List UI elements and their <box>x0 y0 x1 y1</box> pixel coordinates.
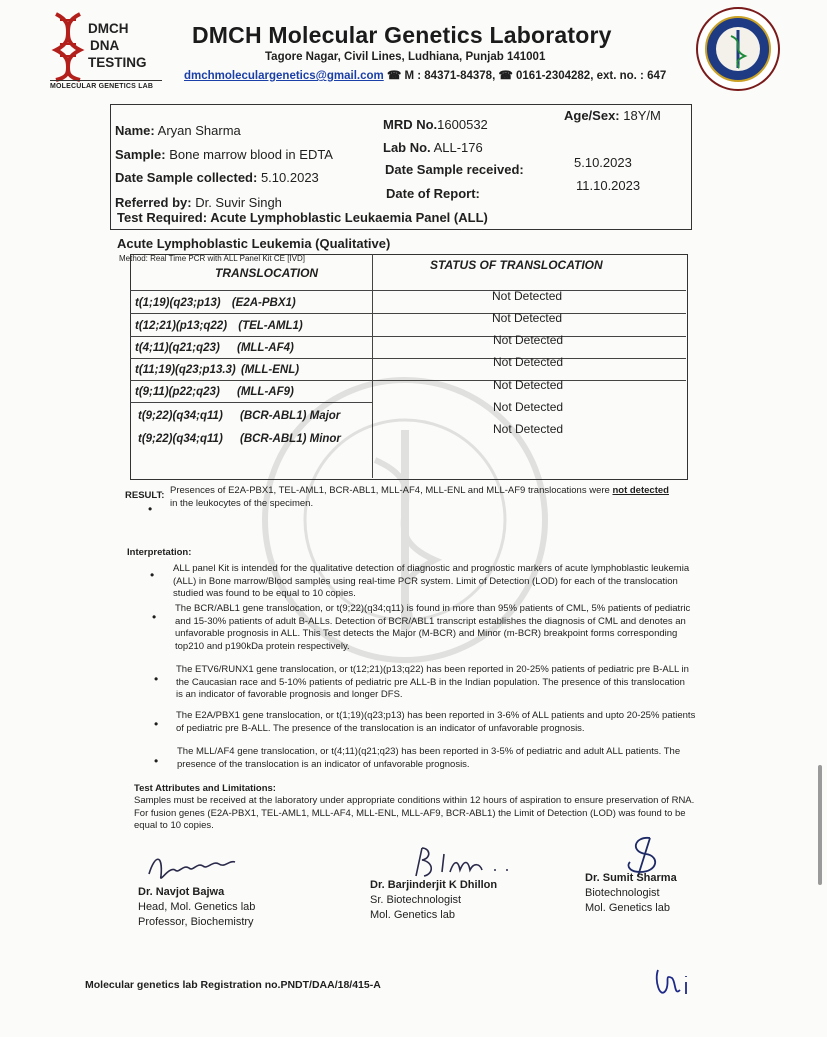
bullet-icon: • <box>154 672 159 686</box>
signatory-1: Dr. Navjot Bajwa Head, Mol. Genetics lab Professor, Biochemistry <box>138 886 256 928</box>
telephone-icon: ☎ <box>498 70 513 82</box>
lab-number: Lab No. ALL-176 <box>383 140 483 155</box>
limitations-text: Samples must be received at the laboratory under appropriate conditions within 12 hours of aspiration to ensure preservation of RNA. For fusion genes (E2A-PBX1, TEL-AML1, MLL-AF4, MLL-ENL, MLL-AF9, BCR-ABL1) the Limit of Detection (LOD) was found to be equal to 10 copies. <box>134 795 695 831</box>
table-row: t(4;11)(q21;q23) (MLL-AF4) <box>135 342 294 354</box>
status-cell: Not Detected <box>492 289 563 303</box>
lab-contact <box>184 68 666 82</box>
date-report: 11.10.2023 <box>576 178 641 193</box>
college-seal <box>695 6 781 92</box>
row-line <box>130 313 686 314</box>
signature-dhillon <box>410 842 520 882</box>
table-row: t(9;11)(p22;q23) (MLL-AF9) <box>135 386 294 398</box>
signatory-3: Dr. Sumit Sharma Biotechnologist Mol. Genetics lab <box>585 872 677 914</box>
patient-name: Name: Aryan Sharma <box>115 123 241 138</box>
phone-icon: ☎ <box>386 70 402 82</box>
mrd-number: MRD No.1600532 <box>383 117 488 132</box>
status-cell: Not Detected <box>492 311 563 325</box>
referred-by: Referred by: Dr. Suvir Singh <box>115 195 282 210</box>
date-received-label: Date Sample received: <box>385 162 524 177</box>
bullet-icon: • <box>148 502 153 516</box>
table-row: t(9;22)(q34;q11) (BCR-ABL1) Major <box>138 410 341 422</box>
signature-bajwa <box>145 850 240 888</box>
table-row: t(11;19)(q23;p13.3) (MLL-ENL) <box>135 364 300 376</box>
table-row: t(12;21)(p13;q22) (TEL-AML1) <box>135 320 303 332</box>
status-cell: Not Detected <box>493 400 564 414</box>
dna-helix-icon <box>48 12 88 82</box>
lab-address: Tagore Nagar, Civil Lines, Ludhiana, Punjab 141001 <box>265 51 546 63</box>
method-text: Method: Real Time PCR with ALL Panel Kit CE [IVD] <box>119 254 306 263</box>
interpretation-label: Interpretation: <box>127 547 192 558</box>
result-label: RESULT: <box>125 490 165 501</box>
age-sex: Age/Sex: 18Y/M <box>564 108 661 123</box>
table-row: t(9;22)(q34;q11) (BCR-ABL1) Minor <box>138 433 341 445</box>
limitations-label: Test Attributes and Limitations: <box>134 783 276 794</box>
col-status: STATUS OF TRANSLOCATION <box>430 258 603 272</box>
logo-subtitle: MOLECULAR GENETICS LAB <box>50 80 162 90</box>
test-required: Test Required: Acute Lymphoblastic Leukaemia Panel (ALL) <box>117 210 488 225</box>
interpretation-item: ALL panel Kit is intended for the qualitative detection of diagnostic and prognostic markers of acute lymphoblastic leukemia (ALL) in Bone marrow/Blood samples using real-time PCR system. Limit of Detection (LOD) for each of the translocation studied was found to be equal to 10 copies. <box>173 563 690 599</box>
initials-scribble <box>650 960 700 1006</box>
table-row: t(1;19)(q23;p13) (E2A-PBX1) <box>135 297 296 309</box>
col-translocation: TRANSLOCATION <box>215 266 319 280</box>
lab-mobile: M : 84371-84378, <box>404 70 496 82</box>
scrollbar-thumb[interactable] <box>818 765 822 885</box>
interpretation-item: The MLL/AF4 gene translocation, or t(4;11)(q21;q23) has been reported in 3-5% of pediatric and adult ALL patients. The presence of the translocation is an indicator of unfavorable prognosis. <box>177 746 681 770</box>
sample-type: Sample: Bone marrow blood in EDTA <box>115 147 333 162</box>
lab-email[interactable]: dmchmoleculargenetics@gmail.com <box>184 70 384 82</box>
dna-logo <box>48 10 163 92</box>
lab-phone: 0161-2304282, ext. no. : 647 <box>516 70 667 82</box>
bullet-icon: • <box>152 610 157 624</box>
row-line <box>130 358 686 359</box>
row-line <box>130 336 686 337</box>
date-received: 5.10.2023 <box>574 155 632 170</box>
registration-footer: Molecular genetics lab Registration no.PNDT/DAA/18/415-A <box>85 979 381 991</box>
signatory-2: Dr. Barjinderjit K Dhillon Sr. Biotechnologist Mol. Genetics lab <box>370 879 498 921</box>
result-text: Presences of E2A-PBX1, TEL-AML1, BCR-ABL1, MLL-AF4, MLL-ENL and MLL-AF9 translocations were not detected in the leukocytes of the specimen. <box>170 485 669 509</box>
seal-icon <box>695 6 781 92</box>
date-collected: Date Sample collected: 5.10.2023 <box>115 170 319 185</box>
interpretation-item: The BCR/ABL1 gene translocation, or t(9;22)(q34;q11) is found in more than 95% patients of CML, 5% patients of pediatric and 15-30% patients of adult B-ALLs. Detection of BCR/ABL1 transcript establishes the diagnosis of CML and denotes an unfavorable prognosis in ALL. This Test detects the Major (M-BCR) and Minor (m-BCR) breakpoint forms corresponding top210 and p190kDa protein respectively. <box>175 603 691 652</box>
interpretation-item: The E2A/PBX1 gene translocation, or t(1;19)(q23;p13) has been reported in 3-6% of ALL patients and upto 20-25% patients of pediatric pre B-ALL. The presence of the translocation is an indicator of unfavorable prognosis. <box>176 710 696 734</box>
interpretation-item: The ETV6/RUNX1 gene translocation, or t(12;21)(p13;q22) has been reported in 20-25% patients of pediatric pre B-ALL in the Caucasian race and 5-10% patients of pediatric pre ALL-B in the Indian population. The presence of this translocation is an indicator of favorable prognosis and longer DFS. <box>176 664 689 700</box>
lab-title: DMCH Molecular Genetics Laboratory <box>192 22 612 48</box>
row-line <box>130 290 686 291</box>
status-cell: Not Detected <box>493 378 564 392</box>
logo-text: DMCH DNA TESTING <box>88 21 147 70</box>
table-heading: Acute Lymphoblastic Leukemia (Qualitative) <box>117 236 391 251</box>
status-cell: Not Detected <box>493 422 564 436</box>
bullet-icon: • <box>154 717 159 731</box>
status-cell: Not Detected <box>493 355 564 369</box>
date-report-label: Date of Report: <box>386 186 480 201</box>
bullet-icon: • <box>150 568 155 582</box>
bullet-icon: • <box>154 754 159 768</box>
status-cell: Not Detected <box>493 333 564 347</box>
